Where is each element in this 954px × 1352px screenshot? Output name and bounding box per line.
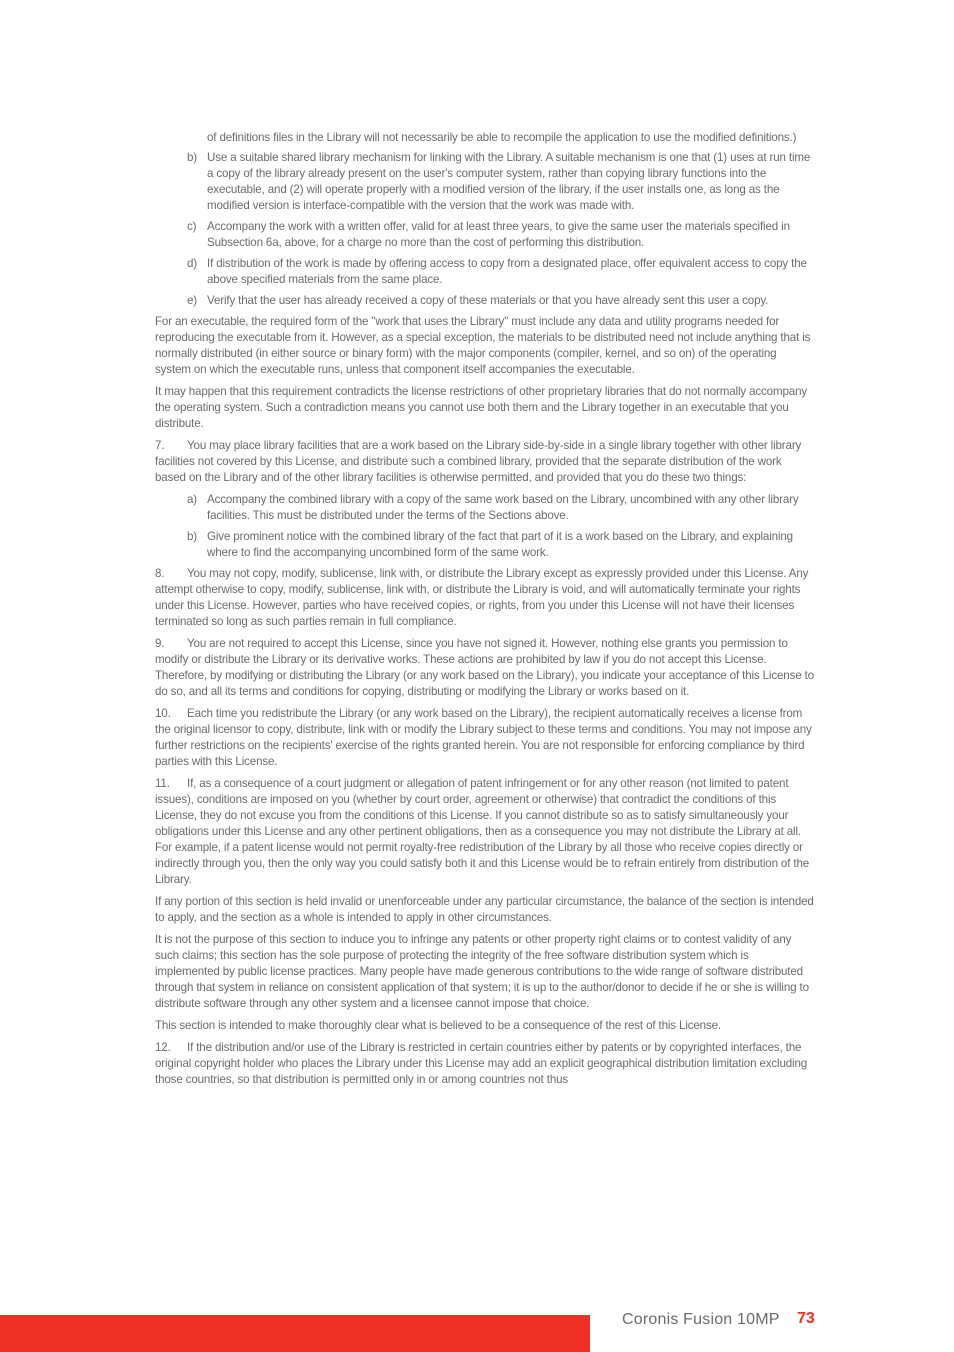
section-number: 9.	[155, 637, 165, 650]
paragraph-purpose: It is not the purpose of this section to induce you to infringe any patents or other property right claims or to contest validity of any such claims; this section has the sole purpose of protecting the integrity of the free software distribution system which is implemented by public license practices. Many people have made generous contributions to the wide range of software distributed through that system in reliance on consistent application of that system; it is up to the author/donor to decide if he or she is willing to distribute software through any other system and a licensee cannot impose that choice.	[155, 933, 809, 1010]
section-number: 7.	[155, 439, 165, 452]
list-item-continuation	[155, 130, 815, 146]
section-text: You may place library facilities that are a work based on the Library side-by-side in a single library together with other library facilities not covered by this License, and distribute such a combined library, provided that the separate distribution of the work based on the Library and of the other library facilities is otherwise permitted, and provided that you do these two things:	[155, 439, 802, 484]
section-text: If the distribution and/or use of the Library is restricted in certain countries either by patents or by copyrighted interfaces, the original copyright holder who places the Library under this License may add an explicit geographical distribution limitation excluding those countries, so that distribution is permitted only in or among countries not thus	[155, 1041, 808, 1086]
list-item-text: Use a suitable shared library mechanism for linking with the Library. A suitable mechanism is one that (1) uses at run time a copy of the library already present on the user's computer system, rather than copying library functions into the executable, and (2) will operate properly with a modified version of the library, if the user installs one, as long as the modified version is interface-compatible with the version that the work was made with.	[207, 151, 811, 212]
footer-product-title: Coronis Fusion 10MP	[622, 1311, 780, 1328]
section-text: If, as a consequence of a court judgment or allegation of patent infringement or for any other reason (not limited to patent issues), conditions are imposed on you (whether by court order, agreement or otherwise) that contradict the conditions of this License, they do not excuse you from the conditions of this License. If you cannot distribute so as to satisfy simultaneously your obligations under this License and any other pertinent obligations, then as a consequence you may not distribute the Library at all. For example, if a patent license would not permit royalty-free redistribution of the Library by all those who receive copies directly or indirectly through you, then the only way you could satisfy both it and this License would be to refrain entirely from distribution of the Library.	[155, 777, 810, 886]
paragraph-contradiction: It may happen that this requirement contradicts the license restrictions of other proprietary libraries that do not normally accompany the operating system. Such a contradiction means you cannot use both them and the Library together in an executable that you distribute.	[155, 385, 808, 430]
section-8	[155, 566, 815, 630]
section-text: Each time you redistribute the Library (or any work based on the Library), the recipient automatically receives a license from the original licensor to copy, distribute, link with or modify the Library subject to these terms and conditions. You may not impose any further restrictions on the recipients' exercise of the rights granted herein. You are not responsible for enforcing compliance by third parties with this License.	[155, 707, 812, 768]
section-number: 11.	[155, 777, 170, 790]
section-number: 12.	[155, 1041, 171, 1054]
section-9	[155, 636, 815, 700]
section-10	[155, 706, 815, 770]
list-item-text: Accompany the combined library with a copy of the same work based on the Library, uncombined with any other library facilities. This must be distributed under the terms of the Sections above.	[207, 493, 799, 522]
list-marker: d)	[187, 257, 198, 270]
list-item-7a	[155, 492, 815, 524]
list-marker: e)	[187, 294, 198, 307]
section-7	[155, 438, 815, 486]
section-text: You are not required to accept this License, since you have not signed it. However, nothing else grants you permission to modify or distribute the Library or its derivative works. These actions are prohibited by law if you do not accept this License. Therefore, by modifying or distributing the Library (or any work based on the Library), you indicate your acceptance of this License to do so, and all its terms and conditions for copying, distributing or modifying the Library or works based on it.	[155, 637, 814, 698]
section-number: 10.	[155, 707, 171, 720]
list-item-text: Accompany the work with a written offer, valid for at least three years, to give the same user the materials specified in Subsection 6a, above, for a charge no more than the cost of performing this distribution.	[207, 220, 790, 249]
list-item-6e	[155, 293, 815, 309]
list-item-6b	[155, 150, 815, 214]
list-item-6d	[155, 256, 815, 288]
list-item-text: If distribution of the work is made by offering access to copy from a designated place, offer equivalent access to copy the above specified materials from the same place.	[207, 257, 807, 286]
footer-accent-bar	[0, 1315, 590, 1352]
document-body	[155, 130, 815, 1094]
list-marker: b)	[187, 151, 198, 164]
list-item-text: Verify that the user has already received a copy of these materials or that you have already sent this user a copy.	[207, 294, 769, 307]
list-marker: b)	[187, 530, 198, 543]
list-marker: a)	[187, 493, 198, 506]
section-11	[155, 776, 815, 888]
list-item-text: of definitions files in the Library will not necessarily be able to recompile the application to use the modified definitions.)	[207, 131, 797, 144]
section-12	[155, 1040, 815, 1088]
list-item-text: Give prominent notice with the combined library of the fact that part of it is a work based on the Library, and explaining where to find the accompanying uncombined form of the same work.	[207, 530, 793, 559]
paragraph-executable: For an executable, the required form of the "work that uses the Library" must include any data and utility programs needed for reproducing the executable from it. However, as a special exception, the materials to be distributed need not include anything that is normally distributed (in either source or binary form) with the major components (compiler, kernel, and so on) of the operating system on which the executable runs, unless that component itself accompanies the executable.	[155, 315, 811, 376]
section-text: You may not copy, modify, sublicense, link with, or distribute the Library except as expressly provided under this License. Any attempt otherwise to copy, modify, sublicense, link with, or distribute the Library is void, and will automatically terminate your rights under this License. However, parties who have received copies, or rights, from you under this License will not have their licenses terminated so long as such parties remain in full compliance.	[155, 567, 809, 628]
list-item-6c	[155, 219, 815, 251]
section-number: 8.	[155, 567, 165, 580]
page-number: 73	[797, 1310, 815, 1327]
paragraph-clarification: This section is intended to make thoroughly clear what is believed to be a consequence of the rest of this License.	[155, 1019, 721, 1032]
list-marker: c)	[187, 220, 197, 233]
paragraph-invalid-portion: If any portion of this section is held invalid or unenforceable under any particular circumstance, the balance of the section is intended to apply, and the section as a whole is intended to apply in other circumstances.	[155, 895, 814, 924]
list-item-7b	[155, 529, 815, 561]
